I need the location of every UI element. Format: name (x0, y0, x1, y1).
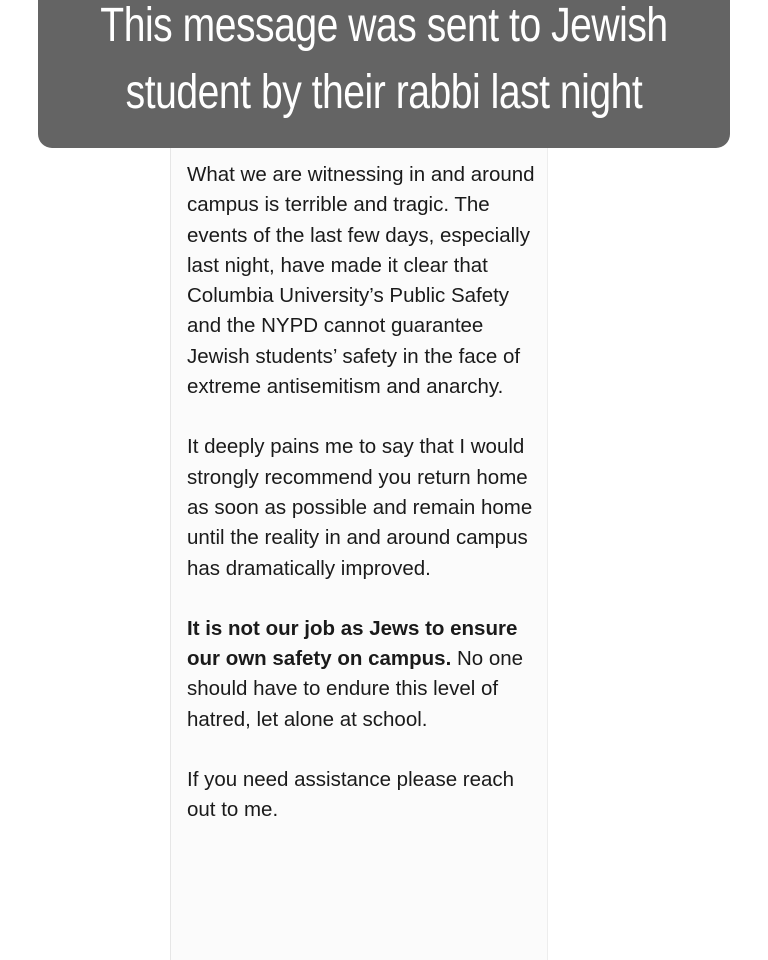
story-caption-banner (38, 0, 730, 148)
caption-line-1: This message was sent to Jewish (100, 0, 668, 52)
message-bold-statement: It is not our job as Jews to ensure our own safety on campus. (187, 616, 518, 671)
message-paragraph-3 (187, 614, 542, 735)
message-paragraph-1: What we are witnessing in and around campus is terrible and tragic. The events of the last few days, especially last night, have made it clear that Columbia University’s Public Safety and the NYPD cannot guarantee Jewish students’ safety in the face of extreme antisemitism and anarchy. (187, 163, 535, 399)
message-body (187, 160, 542, 856)
message-paragraph-4: If you need assistance please reach out to me. (187, 768, 515, 822)
message-paragraph-3-rest: No one should have to endure this level of hatred, let alone at school. (187, 647, 524, 731)
caption-line-2: student by their rabbi last night (125, 64, 643, 119)
message-paragraph-2: It deeply pains me to say that I would strongly recommend you return home as soon as possible and remain home until the reality in and around campus has dramatically improved. (187, 435, 533, 580)
